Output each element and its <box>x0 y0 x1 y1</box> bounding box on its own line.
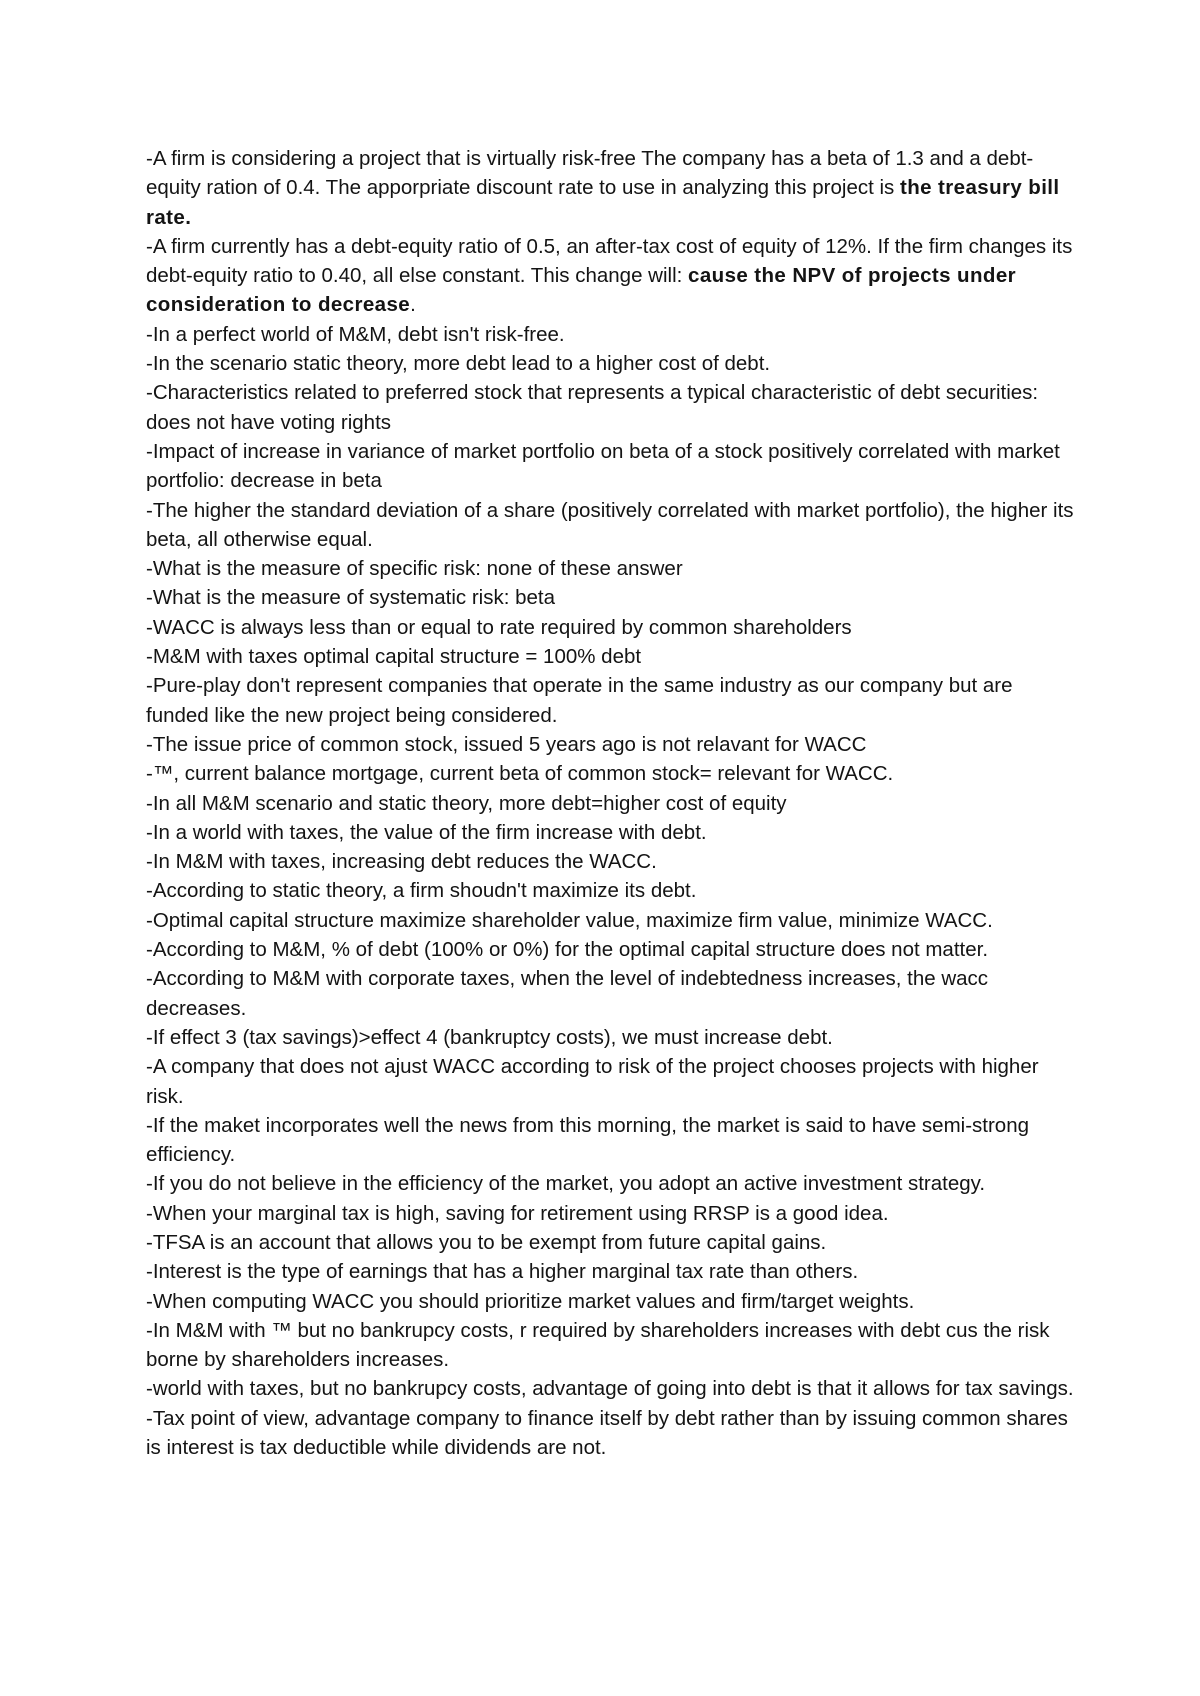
note-paragraph <box>146 554 1076 583</box>
paragraph-text: -In a perfect world of M&M, debt isn't risk-free. <box>146 322 565 346</box>
paragraph-text: -In M&M with taxes, increasing debt reduces the WACC. <box>146 850 657 874</box>
paragraph-text: -In the scenario static theory, more debt lead to a higher cost of debt. <box>146 352 771 376</box>
paragraph-text: -According to M&M with corporate taxes, when the level of indebtedness increases, the wacc decreases. <box>146 967 989 1020</box>
paragraph-text: -When computing WACC you should prioritize market values and firm/target weights. <box>146 1289 915 1313</box>
note-paragraph <box>146 1052 1076 1111</box>
note-paragraph <box>146 671 1076 730</box>
paragraph-text: -What is the measure of specific risk: none of these answer <box>146 557 683 581</box>
paragraph-text: -What is the measure of systematic risk: beta <box>146 586 555 610</box>
note-paragraph <box>146 730 1076 759</box>
paragraph-text: -In M&M with ™ but no bankrupcy costs, r required by shareholders increases with debt cus the risk borne by shareholders increases. <box>146 1318 1050 1372</box>
paragraph-text: -The issue price of common stock, issued 5 years ago is not relavant for WACC <box>146 732 867 756</box>
paragraph-text: -™, current balance mortgage, current beta of common stock= relevant for WACC. <box>146 762 894 786</box>
note-paragraph <box>146 1023 1076 1052</box>
note-paragraph <box>146 1404 1076 1463</box>
note-paragraph <box>146 1111 1076 1170</box>
paragraph-text: -In all M&M scenario and static theory, more debt=higher cost of equity <box>146 791 787 815</box>
note-paragraph <box>146 789 1076 818</box>
note-paragraph <box>146 876 1076 905</box>
paragraph-text: -A company that does not ajust WACC according to risk of the project chooses projects with higher risk. <box>146 1055 1039 1108</box>
note-paragraph <box>146 1316 1076 1375</box>
note-paragraph <box>146 759 1076 788</box>
paragraph-text: -Pure-play don't represent companies that operate in the same industry as our company but are funded like the new project being considered. <box>146 674 1013 727</box>
bold-answer-text: cause the NPV of projects under consideration to decrease <box>146 264 1016 317</box>
note-paragraph <box>146 320 1076 349</box>
note-paragraph <box>146 232 1076 320</box>
paragraph-text: -If effect 3 (tax savings)>effect 4 (bankruptcy costs), we must increase debt. <box>146 1025 833 1049</box>
paragraph-text: -According to static theory, a firm shoudn't maximize its debt. <box>146 879 697 903</box>
paragraph-text: -Interest is the type of earnings that has a higher marginal tax rate than others. <box>146 1260 859 1284</box>
note-paragraph <box>146 935 1076 964</box>
paragraph-text: -A firm is considering a project that is virtually risk-free The company has a beta of 1.3 and a debt-equity ration of 0.4. The apporpriate discount rate to use in analyzing this project is <box>146 147 1034 200</box>
note-paragraph <box>146 1374 1076 1403</box>
paragraph-text: -world with taxes, but no bankrupcy costs, advantage of going into debt is that it allows for tax savings. <box>146 1377 1074 1401</box>
note-paragraph <box>146 1199 1076 1228</box>
note-paragraph <box>146 583 1076 612</box>
note-paragraph <box>146 496 1076 555</box>
paragraph-text: -TFSA is an account that allows you to be exempt from future capital gains. <box>146 1230 827 1254</box>
note-paragraph <box>146 1287 1076 1316</box>
bold-answer-text: the treasury bill rate. <box>146 176 1060 229</box>
paragraph-text: -Tax point of view, advantage company to finance itself by debt rather than by issuing common shares is interest is tax deductible while dividends are not. <box>146 1406 1068 1460</box>
note-paragraph <box>146 1228 1076 1257</box>
note-paragraph <box>146 144 1076 232</box>
paragraph-text: -If you do not believe in the efficiency of the market, you adopt an active investment strategy. <box>146 1172 986 1196</box>
note-paragraph <box>146 1257 1076 1286</box>
paragraph-text: -The higher the standard deviation of a share (positively correlated with market portfolio), the higher its beta, all otherwise equal. <box>146 498 1074 551</box>
paragraph-text: -When your marginal tax is high, saving for retirement using RRSP is a good idea. <box>146 1201 889 1225</box>
note-paragraph <box>146 642 1076 671</box>
paragraph-text: -Optimal capital structure maximize shareholder value, maximize firm value, minimize WACC. <box>146 908 993 932</box>
paragraph-text: -In a world with taxes, the value of the firm increase with debt. <box>146 820 707 844</box>
note-paragraph <box>146 964 1076 1023</box>
paragraph-text: -If the maket incorporates well the news from this morning, the market is said to have semi-strong efficiency. <box>146 1113 1030 1167</box>
paragraph-text: -A firm currently has a debt-equity ratio of 0.5, an after-tax cost of equity of 12%. If the firm changes its debt-equity ratio to 0.40, all else constant. This change will: <box>146 234 1073 288</box>
document-body <box>146 144 1076 1462</box>
paragraph-text: -M&M with taxes optimal capital structure = 100% debt <box>146 645 642 669</box>
note-paragraph <box>146 818 1076 847</box>
note-paragraph <box>146 1169 1076 1198</box>
paragraph-text: -Impact of increase in variance of market portfolio on beta of a stock positively correlated with market portfolio: decrease in beta <box>146 439 1060 493</box>
paragraph-text: -Characteristics related to preferred stock that represents a typical characteristic of debt securities: does not have voting rights <box>146 381 1039 434</box>
note-paragraph <box>146 906 1076 935</box>
paragraph-text: -According to M&M, % of debt (100% or 0%) for the optimal capital structure does not matter. <box>146 938 989 962</box>
note-paragraph <box>146 349 1076 378</box>
note-paragraph <box>146 613 1076 642</box>
note-paragraph <box>146 378 1076 437</box>
note-paragraph <box>146 437 1076 496</box>
paragraph-text: -WACC is always less than or equal to rate required by common shareholders <box>146 615 852 639</box>
note-paragraph <box>146 847 1076 876</box>
paragraph-text: . <box>410 293 416 317</box>
